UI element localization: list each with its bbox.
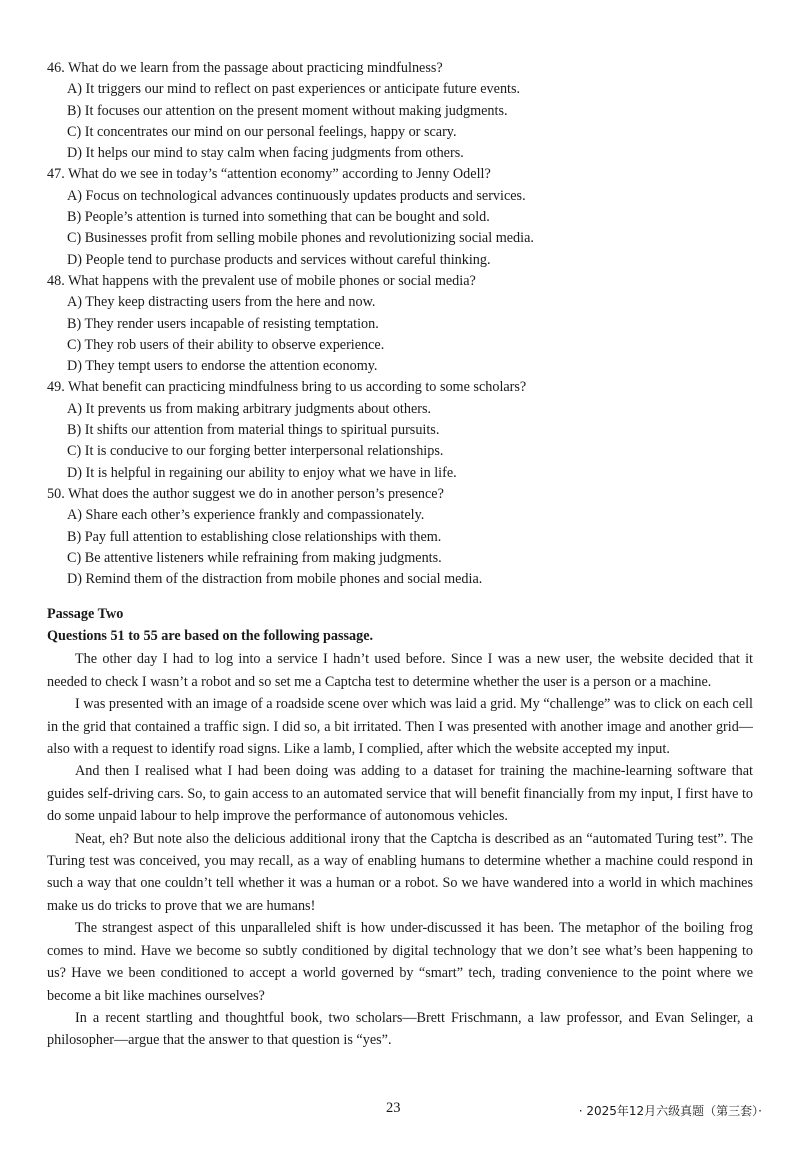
option-b: B) They render users incapable of resisting temptation. — [67, 315, 379, 332]
passage-paragraph: Neat, eh? But note also the delicious additional irony that the Captcha is described as an “automated Turing test”. The Turing test was conceived, you may recall, as a way of enabling humans to determine whether a machine could respond in such a way that one couldn’t tell whether it was a human or a robot. So we have wandered into a world in which machines make us do tricks to prove that we are humans! — [47, 830, 753, 914]
option-c: C) It concentrates our mind on our personal feelings, happy or scary. — [67, 123, 457, 140]
passage-instructions: Questions 51 to 55 are based on the following passage. — [47, 628, 374, 645]
passage-title: Passage Two — [47, 606, 124, 623]
page-number: 23 — [386, 1100, 401, 1116]
question-stem: 47. What do we see in today’s “attention economy” according to Jenny Odell? — [47, 166, 491, 183]
option-a: A) Focus on technological advances continuously updates products and services. — [67, 187, 526, 204]
option-c: C) It is conducive to our forging better interpersonal relationships. — [67, 443, 444, 460]
question-47 — [47, 164, 753, 270]
option-d: D) People tend to purchase products and services without careful thinking. — [67, 251, 491, 268]
option-c: C) Businesses profit from selling mobile phones and revolutionizing social media. — [67, 230, 534, 247]
question-stem: 49. What benefit can practicing mindfulness bring to us according to some scholars? — [47, 379, 527, 396]
question-46 — [47, 58, 753, 164]
question-50 — [47, 484, 753, 590]
page-content — [47, 58, 753, 1052]
option-b: B) People’s attention is turned into something that can be bought and sold. — [67, 209, 490, 226]
passage-paragraph: The strangest aspect of this unparalleled shift is how under-discussed it has been. The metaphor of the boiling frog comes to mind. Have we become so subtly conditioned by digital technology that we don’t see what’s been happening to us? Have we been conditioned to accept a world governed by “smart” tech, trading convenience to the point where we become a bit like machines ourselves? — [47, 920, 753, 1004]
page-footer — [0, 1100, 800, 1124]
question-49 — [47, 377, 753, 483]
option-c: C) They rob users of their ability to observe experience. — [67, 336, 385, 353]
option-d: D) It is helpful in regaining our ability to enjoy what we have in life. — [67, 464, 457, 481]
passage-paragraph: The other day I had to log into a service I hadn’t used before. Since I was a new user, the website decided that it needed to check I wasn’t a robot and so set me a Captcha test to determine whether the user is a person or a machine. — [47, 651, 753, 690]
question-48 — [47, 271, 753, 377]
option-b: B) It focuses our attention on the present moment without making judgments. — [67, 102, 508, 119]
question-stem: 50. What does the author suggest we do in another person’s presence? — [47, 485, 444, 502]
option-a: A) It prevents us from making arbitrary judgments about others. — [67, 400, 432, 417]
option-d: D) Remind them of the distraction from mobile phones and social media. — [67, 571, 483, 588]
exam-source-tag: · 2025年12月六级真题（第三套）· — [578, 1104, 762, 1118]
option-d: D) They tempt users to endorse the attention economy. — [67, 358, 378, 375]
passage-body — [47, 648, 753, 1051]
question-stem: 46. What do we learn from the passage about practicing mindfulness? — [47, 60, 443, 76]
passage-paragraph: And then I realised what I had been doing was adding to a dataset for training the machine-learning software that guides self-driving cars. So, to gain access to an automated service that will benefit financially from my input, I first have to do some unpaid labour to help improve the performance of autonomous vehicles. — [47, 763, 753, 825]
option-a: A) Share each other’s experience frankly and compassionately. — [67, 507, 425, 524]
option-b: B) Pay full attention to establishing close relationships with them. — [67, 528, 442, 545]
option-b: B) It shifts our attention from material things to spiritual pursuits. — [67, 422, 440, 439]
option-d: D) It helps our mind to stay calm when facing judgments from others. — [67, 145, 464, 162]
option-c: C) Be attentive listeners while refraining from making judgments. — [67, 549, 442, 566]
passage-paragraph: In a recent startling and thoughtful book, two scholars—Brett Frischmann, a law professor, and Evan Selinger, a philosopher—argue that the answer to that question is “yes”. — [47, 1009, 753, 1049]
question-stem: 48. What happens with the prevalent use of mobile phones or social media? — [47, 272, 476, 289]
option-a: A) It triggers our mind to reflect on past experiences or anticipate future events. — [67, 81, 521, 98]
option-a: A) They keep distracting users from the here and now. — [67, 294, 376, 311]
passage-paragraph: I was presented with an image of a roadside scene over which was laid a grid. My “challenge” was to click on each cell in the grid that contained a traffic sign. I did so, a bit irritated. Then I was presented with another image and another grid—also with a request to identify road signs. Like a lamb, I complied, after which the website accepted my input. — [47, 696, 753, 758]
